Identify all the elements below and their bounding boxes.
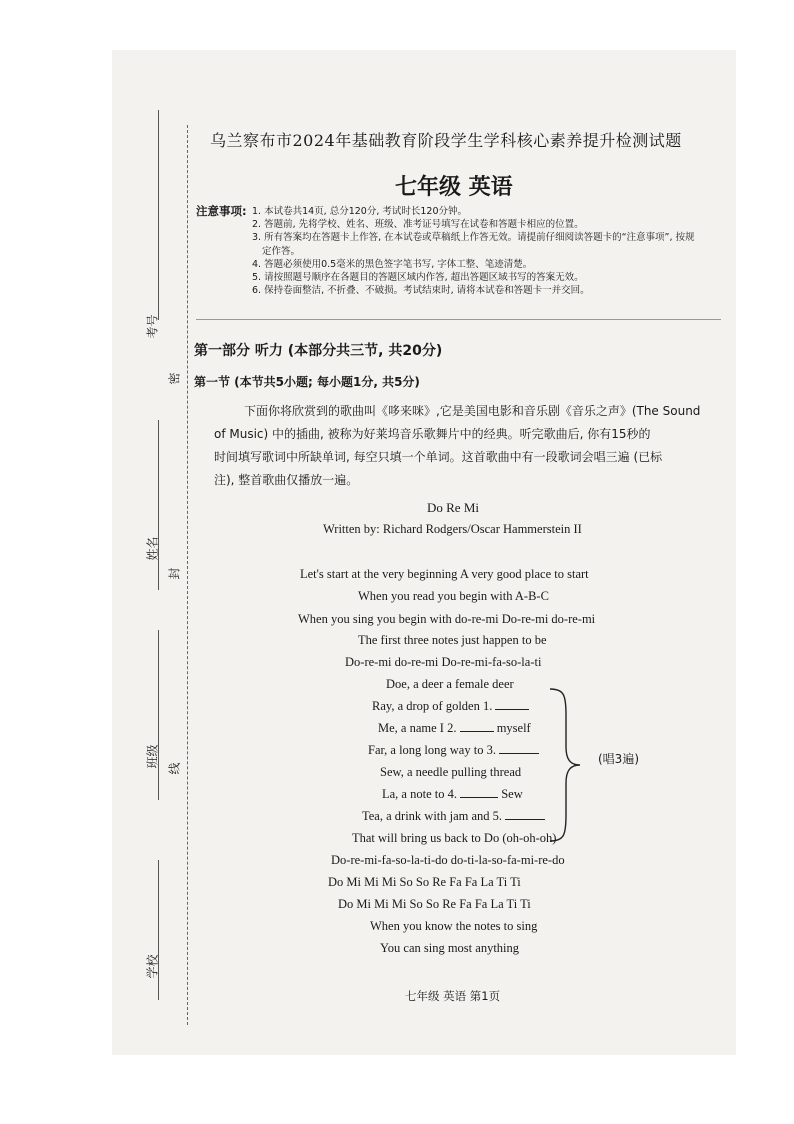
lyric-line-blank-1 bbox=[372, 699, 529, 714]
lyric-line: When you read you begin with A-B-C bbox=[358, 589, 549, 603]
lyric-text: Me, a name I 2. bbox=[378, 721, 457, 735]
lyric-line-blank-3 bbox=[368, 743, 539, 758]
margin-label-name: 姓名 bbox=[145, 536, 160, 561]
notes-list bbox=[252, 205, 722, 297]
lyric-line: When you know the notes to sing bbox=[370, 919, 538, 933]
lyric-line: Do Mi Mi Mi So So Re Fa Fa La Ti Ti bbox=[338, 897, 531, 911]
intro-line: of Music) 中的插曲, 被称为好莱坞音乐歌舞片中的经典。听完歌曲后, 你有15秒的 bbox=[214, 427, 651, 441]
margin-label-school: 学校 bbox=[145, 954, 160, 979]
section-intro bbox=[214, 400, 724, 492]
page-footer: 七年级 英语 第1页 bbox=[405, 989, 501, 1003]
margin-label-seal-2: 封 bbox=[167, 567, 182, 580]
note-item: 4. 答题必须使用0.5毫米的黑色签字笔书写, 字体工整、笔迹清楚。 bbox=[252, 258, 533, 270]
intro-line: 注), 整首歌曲仅播放一遍。 bbox=[214, 473, 359, 487]
class-field-line bbox=[158, 630, 159, 800]
exam-subtitle: 七年级 英语 bbox=[395, 175, 513, 200]
note-item: 6. 保持卷面整洁, 不折叠、不破损。考试结束时, 请将本试卷和答题卡一并交回。 bbox=[252, 285, 590, 297]
lyric-line: When you sing you begin with do-re-mi Do-re-mi do-re-mi bbox=[298, 612, 596, 626]
seal-line bbox=[187, 125, 188, 1025]
note-item: 3. 所有答案均在答题卡上作答, 在本试卷或草稿纸上作答无效。请提前仔细阅读答题卡的“注意事项”, 按规 bbox=[252, 232, 695, 244]
divider bbox=[196, 319, 721, 320]
lyric-text: La, a note to 4. bbox=[382, 787, 457, 801]
lyric-line: Let's start at the very beginning A very good place to start bbox=[300, 567, 589, 581]
song-title: Do Re Mi bbox=[427, 500, 479, 515]
lyric-line: Do-re-mi-fa-so-la-ti-do do-ti-la-so-fa-mi-re-do bbox=[331, 853, 565, 867]
margin-label-seal-3: 线 bbox=[167, 762, 182, 775]
repeat-note: (唱3遍) bbox=[598, 752, 639, 766]
lyric-line: Doe, a deer a female deer bbox=[386, 677, 514, 691]
lyric-line: The first three notes just happen to be bbox=[358, 633, 547, 647]
lyric-text: Tea, a drink with jam and 5. bbox=[362, 809, 503, 823]
margin-label-class: 班级 bbox=[145, 744, 160, 769]
name-field-line bbox=[158, 420, 159, 590]
note-item: 5. 请按照题号顺序在各题目的答题区域内作答, 超出答题区域书写的答案无效。 bbox=[252, 272, 584, 284]
school-field-line bbox=[158, 860, 159, 1000]
lyric-line: Do Mi Mi Mi So So Re Fa Fa La Ti Ti bbox=[328, 875, 521, 889]
margin-label-seal-1: 密 bbox=[167, 372, 182, 385]
lyric-text: myself bbox=[496, 721, 531, 735]
note-item: 定作答。 bbox=[262, 245, 301, 257]
lyric-text: Far, a long long way to 3. bbox=[368, 743, 496, 757]
lyric-line-blank-4 bbox=[382, 787, 523, 802]
lyric-line: That will bring us back to Do (oh-oh-oh) bbox=[352, 831, 557, 845]
margin-label-exam-number: 考号 bbox=[145, 314, 160, 339]
exam-number-field-line bbox=[158, 110, 159, 320]
lyric-line-blank-5 bbox=[362, 809, 545, 824]
intro-line: 下面你将欣赏到的歌曲叫《哆来咪》,它是美国电影和音乐剧《音乐之声》(The Sound bbox=[244, 404, 701, 418]
song-writer: Written by: Richard Rodgers/Oscar Hammerstein II bbox=[323, 522, 582, 536]
lyric-line: You can sing most anything bbox=[380, 941, 520, 955]
lyric-text: Sew bbox=[501, 787, 523, 801]
lyric-line: Do-re-mi do-re-mi Do-re-mi-fa-so-la-ti bbox=[345, 655, 542, 669]
part-title: 第一部分 听力 (本部分共三节, 共20分) bbox=[194, 343, 443, 359]
answer-blank-2[interactable] bbox=[460, 721, 494, 732]
lyric-line: Sew, a needle pulling thread bbox=[380, 765, 522, 779]
answer-blank-4[interactable] bbox=[460, 787, 498, 798]
section-title: 第一节 (本节共5小题; 每小题1分, 共5分) bbox=[194, 375, 420, 389]
repeat-brace bbox=[546, 685, 586, 845]
note-item: 2. 答题前, 先将学校、姓名、班级、准考证号填写在试卷和答题卡相应的位置。 bbox=[252, 219, 584, 231]
answer-blank-3[interactable] bbox=[499, 743, 539, 754]
exam-title: 乌兰察布市2024年基础教育阶段学生学科核心素养提升检测试题 bbox=[210, 131, 682, 150]
intro-line: 时间填写歌词中所缺单词, 每空只填一个单词。这首歌曲中有一段歌词会唱三遍 (已标 bbox=[214, 450, 663, 464]
notes-label: 注意事项: bbox=[196, 204, 247, 218]
note-item: 1. 本试卷共14页, 总分120分, 考试时长120分钟。 bbox=[252, 206, 468, 217]
lyric-line-blank-2 bbox=[378, 721, 531, 736]
answer-blank-5[interactable] bbox=[505, 809, 545, 820]
lyric-text: Ray, a drop of golden 1. bbox=[372, 699, 493, 713]
answer-blank-1[interactable] bbox=[495, 699, 529, 710]
